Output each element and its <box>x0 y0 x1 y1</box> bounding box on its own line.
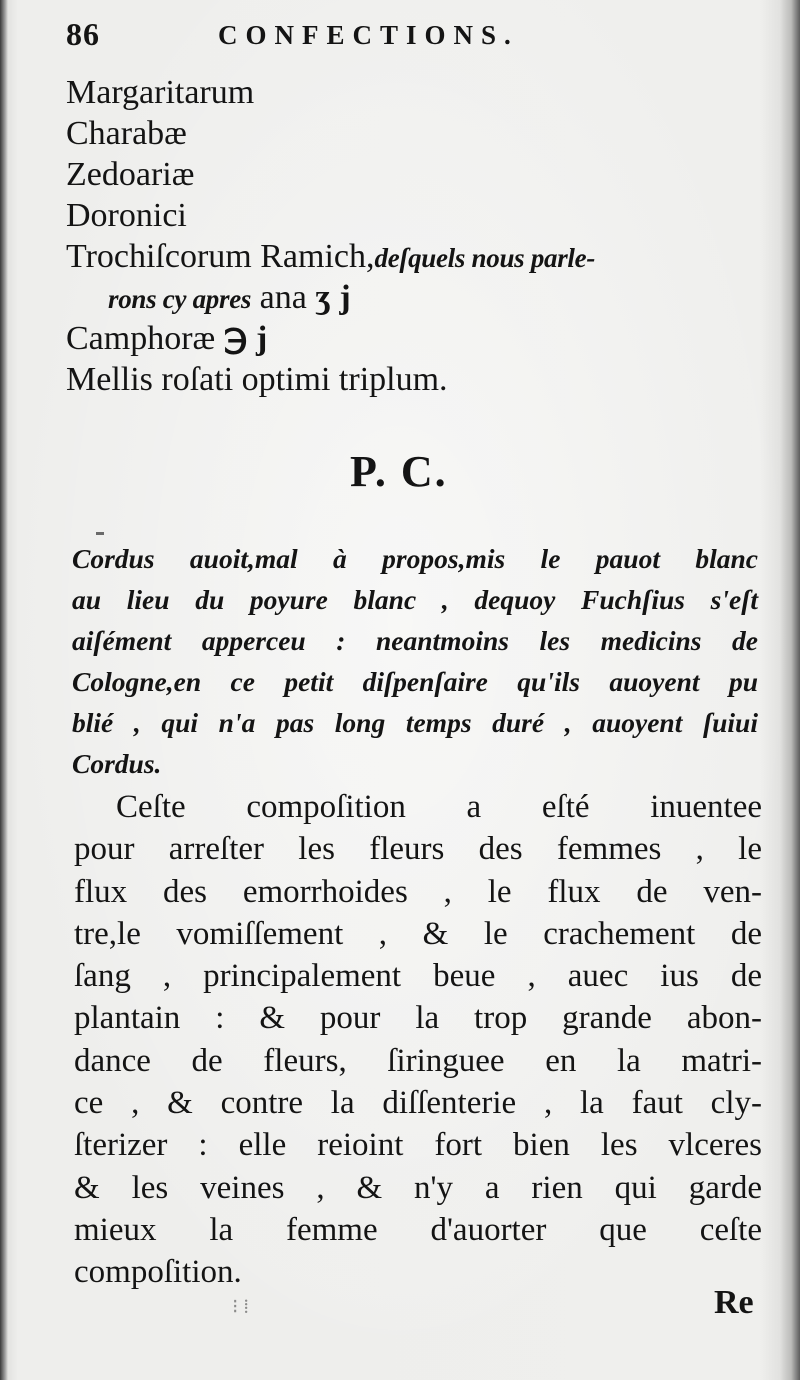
ingredient-name: Charabæ <box>66 115 187 152</box>
ingredient-name: Trochiſcorum Ramich, <box>66 238 375 275</box>
page-left-edge-shadow <box>0 0 8 1380</box>
ingredient-name: Doronici <box>66 197 187 234</box>
page-right-edge-shadow <box>780 0 800 1380</box>
commentary-line: Cordus auoit,mal à propos,mis le pauot blanc <box>72 543 758 574</box>
ingredient-note: deſquels nous parle- <box>374 243 596 273</box>
ingredient-line <box>66 359 766 400</box>
body-paragraph <box>74 786 762 1294</box>
ingredient-name: ana <box>259 279 307 316</box>
catchword: Re <box>714 1284 754 1321</box>
dose-symbol: ℈ j <box>223 320 268 357</box>
running-head: CONFECTIONS. <box>218 20 519 50</box>
ingredient-line <box>66 154 766 195</box>
ingredient-line <box>66 113 766 154</box>
ingredient-name: Margaritarum <box>66 74 255 111</box>
ingredient-line <box>66 236 766 277</box>
ingredient-line <box>66 72 766 113</box>
commentary-line: Cologne,en ce petit diſpenſaire qu'ils auoyent pu <box>72 666 758 697</box>
body-line: plantain : & pour la trop grande abon- <box>74 1000 762 1037</box>
ingredient-name: Mellis roſati optimi triplum. <box>66 361 448 398</box>
body-line: ce , & contre la diſſenterie , la faut cly- <box>74 1085 762 1122</box>
body-line: pour arreſter les fleurs des femmes , le <box>74 831 762 868</box>
commentary-paragraph <box>72 538 758 784</box>
page-header <box>0 16 800 56</box>
ingredient-note: rons cy apres <box>108 284 252 314</box>
body-line: flux des emorrhoides , le flux de ven- <box>74 873 762 910</box>
dose-symbol: ʒ j <box>315 279 351 316</box>
ingredient-line <box>66 195 766 236</box>
ingredient-name: Zedoariæ <box>66 156 195 193</box>
page-number: 86 <box>66 16 100 52</box>
commentary-line: blié , qui n'a pas long temps duré , auoyent ſuiui <box>72 707 758 738</box>
ink-smudge: ⁝ ⁞ <box>232 1296 249 1318</box>
commentary-line: au lieu du poyure blanc , dequoy Fuchſius s'eſt <box>72 584 758 615</box>
body-line: dance de fleurs, ſiringuee en la matri- <box>74 1042 762 1079</box>
paragraph-mark <box>96 532 104 535</box>
commentary-line: Cordus. <box>72 748 162 779</box>
body-line: compoſition. <box>74 1254 242 1291</box>
body-line: ſang , principalement beue , auec ius de <box>74 958 762 995</box>
section-heading: P. C. <box>350 447 448 496</box>
ingredient-name: Camphoræ <box>66 320 216 357</box>
body-line: Ceſte compoſition a eſté inuentee <box>116 789 762 825</box>
body-line: mieux la femme d'auorter que ceſte <box>74 1211 762 1248</box>
body-line: tre,le vomiſſement , & le crachement de <box>74 915 762 952</box>
ingredient-line <box>66 318 766 359</box>
body-line: ſterizer : elle reioint fort bien les vlceres <box>74 1127 762 1164</box>
ingredient-list <box>66 72 766 400</box>
ingredient-line <box>66 277 766 318</box>
body-line: & les veines , & n'y a rien qui garde <box>74 1169 762 1206</box>
commentary-line: aiſément apperceu : neantmoins les medicins de <box>72 625 758 656</box>
